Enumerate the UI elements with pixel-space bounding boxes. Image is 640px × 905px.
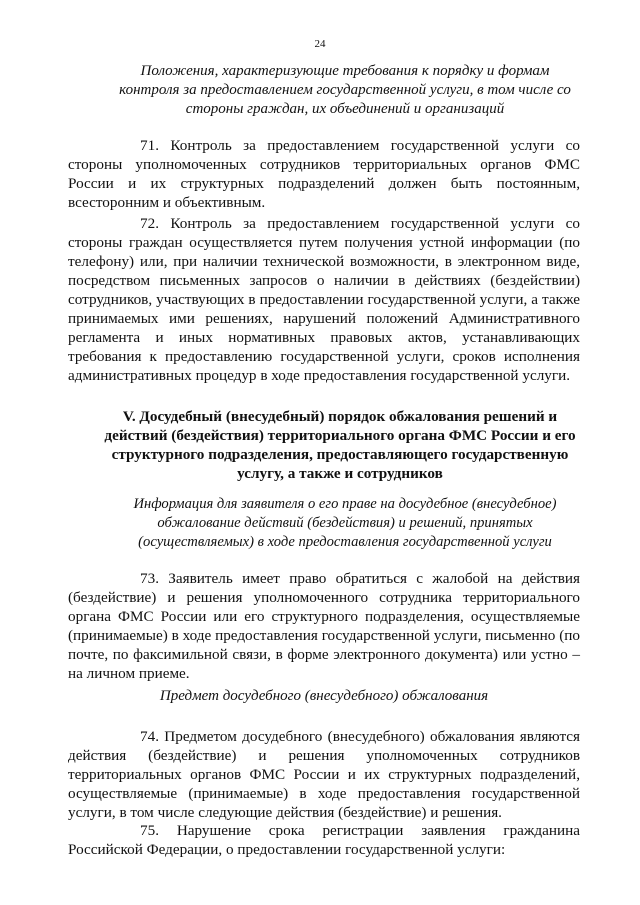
page-number: 24 (314, 38, 326, 50)
paragraph-71: 71. Контроль за предоставлением государственной услуги со стороны уполномоченных сотрудников территориальных органов ФМС России и их структурных подразделений должен быть постоянным, всесторонним и объективным. (68, 137, 580, 211)
paragraph-75: 75. Нарушение срока регистрации заявления гражданина Российской Федерации, о предоставлении государственной услуги: (68, 822, 580, 858)
paragraph-73: 73. Заявитель имеет право обратиться с жалобой на действия (бездействие) и решения уполномоченного сотрудника территориального органа ФМС России или его структурного подразделения, осуществляемые (принимаемые) в ходе предоставления государственной услуги, письменно (по почте, по факсимильной связи, в форме электронного документа) или устно – на личном приеме. (68, 570, 580, 682)
control-heading: Положения, характеризующие требования к порядку и формам контроля за предоставлением государственной услуги, в том числе со стороны граждан, их объединений и организаций (119, 63, 571, 117)
paragraph-72: 72. Контроль за предоставлением государственной услуги со стороны граждан осуществляется путем получения устной информации (по телефону) или, при наличии технической возможности, в электронном виде, посредством письменных запросов о наличии в действиях (бездействии) сотрудников, участвующих в предоставлении государственной услуги, а также принимаемых ими решениях, нарушений положений Административного регламента и иных нормативных правовых актов, устанавливающих требования к предоставлению государственной услуги, сроков исполнения административных процедур в ходе предоставления государственной услуги. (68, 215, 580, 384)
applicant-info-heading: Информация для заявителя о его праве на досудебное (внесудебное) обжалование действий (бездействия) и решений, принятых (осуществляемых) в ходе предоставления государственной услуги (133, 496, 557, 550)
paragraph-74: 74. Предметом досудебного (внесудебного) обжалования являются действия (бездействие) и решения уполномоченных сотрудников территориальных органов ФМС России и их структурных подразделений, осуществляемые (принимаемые) в ходе предоставления государственной услуги, в том числе следующие действия (бездействие) и решения. (68, 728, 580, 821)
section-v-heading: V. Досудебный (внесудебный) порядок обжалования решений и действий (бездействия) территориального органа ФМС России и его структурного подразделения, предоставляющего государственную услугу, а также и сотрудников (104, 408, 576, 482)
appeal-subject-heading: Предмет досудебного (внесудебного) обжалования (159, 688, 489, 704)
